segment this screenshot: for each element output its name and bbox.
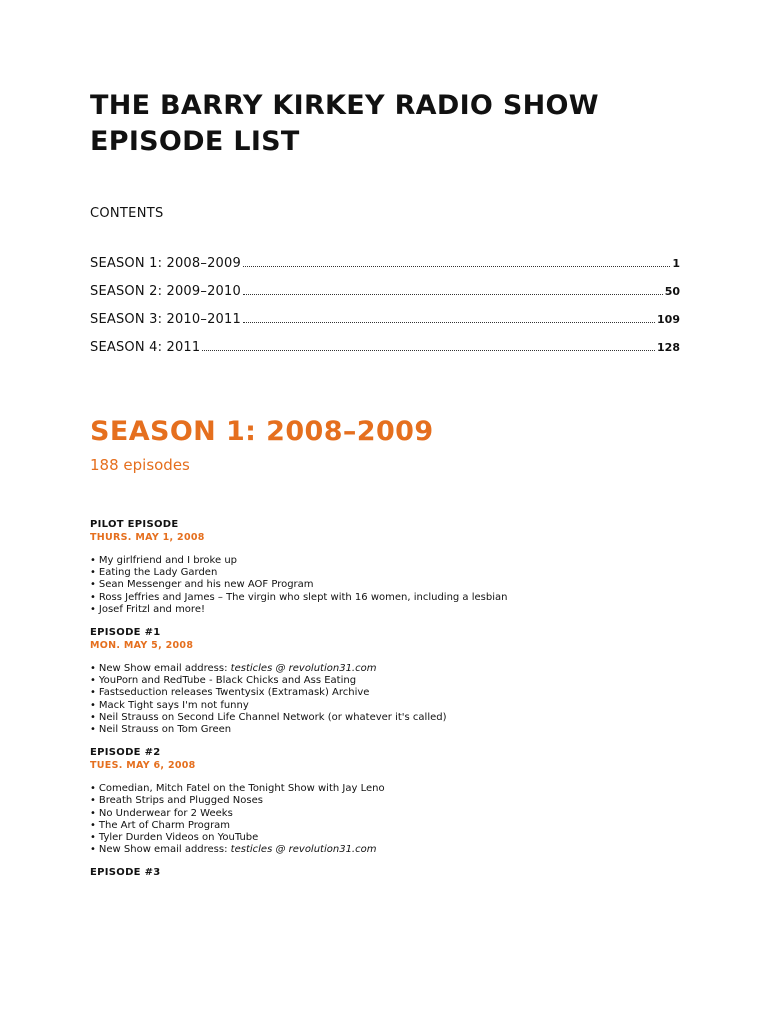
episode-date: MON. MAY 5, 2008 <box>90 640 194 652</box>
episode-title: EPISODE #3 <box>90 867 161 879</box>
bullet-icon: • <box>90 711 96 723</box>
list-item: • Ross Jeffries and James – The virgin who slept with 16 women, including a lesbian <box>90 591 508 603</box>
list-item: • The Art of Charm Program <box>90 819 231 831</box>
episode-title: EPISODE #1 <box>90 627 161 639</box>
list-item: • Comedian, Mitch Fatel on the Tonight Show with Jay Leno <box>90 783 385 795</box>
list-item: • YouPorn and RedTube - Black Chicks and Ass Eating <box>90 675 357 687</box>
bullet-icon: • <box>90 567 96 579</box>
list-item: • Josef Fritzl and more! <box>90 603 205 615</box>
bullet-icon: • <box>90 807 96 819</box>
episode-title: EPISODE #2 <box>90 747 161 759</box>
toc-leader-dots <box>243 322 655 323</box>
bullet-icon: • <box>90 591 96 603</box>
document-title-line-2: EPISODE LIST <box>90 126 300 157</box>
toc-page-number: 1 <box>672 257 680 270</box>
toc-leader-dots <box>243 266 670 267</box>
toc-entry-season-3[interactable] <box>90 312 680 340</box>
bullet-icon: • <box>90 603 96 615</box>
episode-title: PILOT EPISODE <box>90 519 179 530</box>
episode-block <box>90 866 680 879</box>
toc-page-number: 109 <box>657 313 680 326</box>
list-item: • My girlfriend and I broke up <box>90 555 238 566</box>
list-item: • New Show email address: testicles @ revolution31.com <box>90 844 377 856</box>
bullet-icon: • <box>90 724 96 736</box>
toc-entry-season-1[interactable] <box>90 256 680 284</box>
document-title <box>90 88 690 160</box>
episode-block <box>90 746 680 856</box>
list-item: • New Show email address: testicles @ revolution31.com <box>90 663 377 675</box>
list-item: • Neil Strauss on Tom Green <box>90 724 232 736</box>
season-title: SEASON 1: 2008–2009 <box>90 416 434 447</box>
contents-heading: CONTENTS <box>90 206 164 221</box>
list-item: • Mack Tight says I'm not funny <box>90 699 249 711</box>
episode-topics <box>90 783 680 856</box>
list-item: • Neil Strauss on Second Life Channel Network (or whatever it's called) <box>90 711 447 723</box>
toc-entry-season-4[interactable] <box>90 340 680 368</box>
bullet-icon: • <box>90 675 96 687</box>
toc-label: SEASON 3: 2010–2011 <box>90 312 241 327</box>
email-address: testicles @ revolution31.com <box>230 844 377 856</box>
bullet-icon: • <box>90 555 96 566</box>
toc-page-number: 128 <box>657 341 680 354</box>
bullet-icon: • <box>90 579 96 591</box>
episode-topics <box>90 555 680 616</box>
toc-label: SEASON 2: 2009–2010 <box>90 284 241 299</box>
episode-list <box>90 518 680 889</box>
toc-page-number: 50 <box>664 285 680 298</box>
bullet-icon: • <box>90 819 96 831</box>
toc-leader-dots <box>202 350 655 351</box>
bullet-icon: • <box>90 663 96 675</box>
bullet-icon: • <box>90 795 96 807</box>
bullet-icon: • <box>90 699 96 711</box>
list-item: • Eating the Lady Garden <box>90 567 218 579</box>
toc-label: SEASON 4: 2011 <box>90 340 201 355</box>
table-of-contents <box>90 256 680 368</box>
list-item: • Sean Messenger and his new AOF Program <box>90 579 314 591</box>
toc-leader-dots <box>243 294 663 295</box>
episode-block <box>90 626 680 736</box>
document-title-line-1: THE BARRY KIRKEY RADIO SHOW <box>90 90 599 121</box>
bullet-icon: • <box>90 844 96 856</box>
bullet-icon: • <box>90 783 96 795</box>
list-item: • Breath Strips and Plugged Noses <box>90 795 263 807</box>
list-item: • Fastseduction releases Twentysix (Extramask) Archive <box>90 687 370 699</box>
season-episode-count: 188 episodes <box>90 456 190 474</box>
list-item: • No Underwear for 2 Weeks <box>90 807 233 819</box>
bullet-icon: • <box>90 832 96 844</box>
episode-topics <box>90 663 680 736</box>
bullet-icon: • <box>90 687 96 699</box>
toc-label: SEASON 1: 2008–2009 <box>90 256 241 271</box>
episode-date: TUES. MAY 6, 2008 <box>90 760 196 772</box>
email-address: testicles @ revolution31.com <box>230 663 377 675</box>
toc-entry-season-2[interactable] <box>90 284 680 312</box>
episode-date: THURS. MAY 1, 2008 <box>90 532 205 543</box>
list-item: • Tyler Durden Videos on YouTube <box>90 832 259 844</box>
episode-block <box>90 518 680 616</box>
